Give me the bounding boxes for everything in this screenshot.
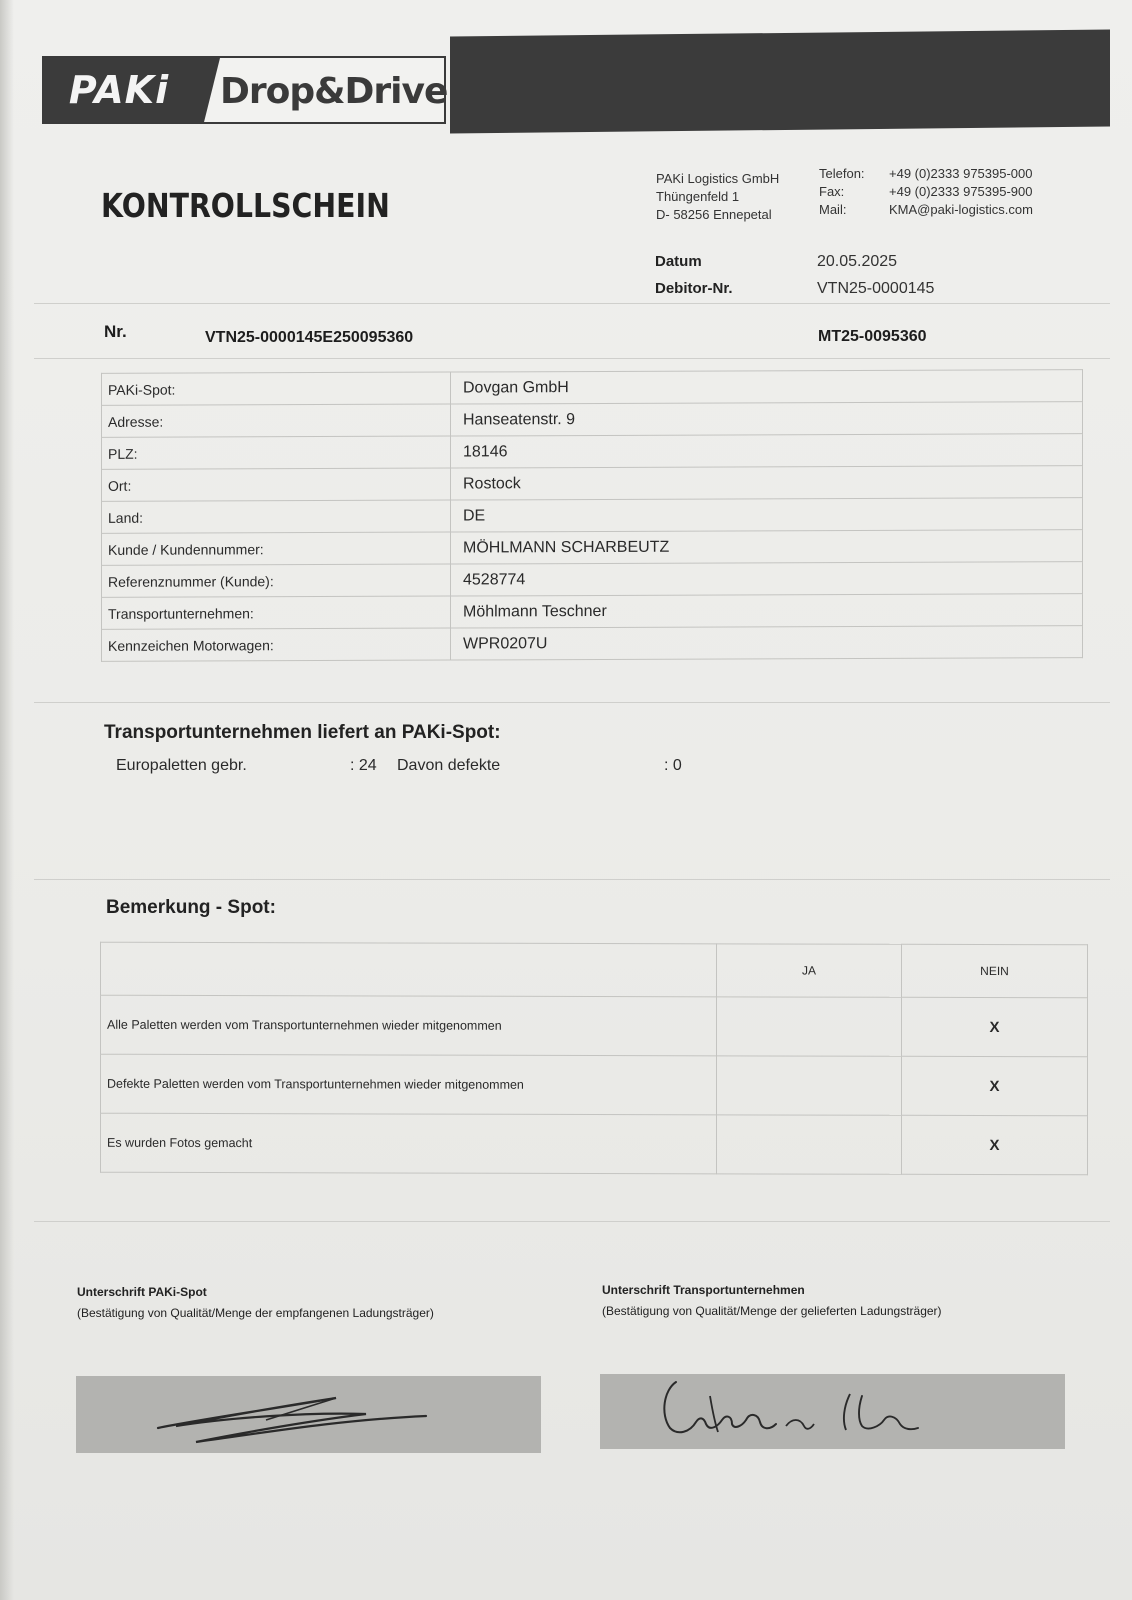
table-row: [101, 995, 1088, 1057]
company-address: [656, 170, 779, 224]
field-label: Referenznummer (Kunde):: [102, 564, 451, 597]
table-row: [102, 370, 1083, 406]
field-value: Dovgan GmbH: [451, 370, 1083, 404]
meta-value: 20.05.2025: [817, 253, 898, 270]
remark-yes-cell: [717, 997, 902, 1056]
document-meta: [655, 248, 934, 302]
table-row: [102, 498, 1083, 534]
field-value: Hanseatenstr. 9: [451, 402, 1083, 436]
column-header-yes: JA: [717, 944, 902, 997]
meta-date: [655, 248, 934, 275]
table-row: [102, 466, 1083, 502]
signature-carrier-handwriting: [600, 1374, 1065, 1449]
divider: [34, 702, 1110, 703]
contact-label: Fax:: [819, 184, 845, 199]
field-value: MÖHLMANN SCHARBEUTZ: [451, 530, 1083, 564]
table-row: [102, 530, 1083, 566]
remarks-title: Bemerkung - Spot:: [106, 897, 276, 918]
remark-no-cell: X: [902, 997, 1088, 1056]
company-contact: [819, 165, 1033, 219]
contact-label: Telefon:: [819, 166, 865, 181]
contact-value: +49 (0)2333 975395-900: [889, 184, 1033, 199]
spot-info-table: [101, 369, 1083, 662]
page-edge-shadow: [0, 0, 14, 1600]
delivery-title: Transportunternehmen liefert an PAKi-Spot:: [104, 722, 501, 743]
field-value: Rostock: [451, 466, 1083, 500]
table-row: [102, 594, 1083, 630]
table-header-row: [101, 942, 1088, 998]
brand-logo-paki: PAKi: [44, 58, 194, 122]
contact-mail: [819, 201, 1033, 219]
contact-phone: [819, 165, 1033, 183]
field-value: DE: [451, 498, 1083, 532]
field-label: Transportunternehmen:: [102, 596, 451, 629]
signature-spot-field[interactable]: [76, 1376, 541, 1453]
signature-spot-subtitle: (Bestätigung von Qualität/Menge der empfangenen Ladungsträger): [77, 1306, 434, 1320]
table-row: [102, 562, 1083, 598]
contact-value: +49 (0)2333 975395-000: [889, 166, 1033, 181]
field-value: WPR0207U: [451, 626, 1083, 660]
company-name: PAKi Logistics GmbH: [656, 171, 780, 186]
defect-label: Davon defekte: [397, 757, 501, 774]
table-row: [102, 434, 1083, 470]
divider: [34, 879, 1110, 880]
signature-carrier-field[interactable]: [600, 1374, 1065, 1449]
brand-logo-product: Drop&Drive: [220, 71, 448, 112]
pallets-label: Europaletten gebr.: [116, 757, 247, 774]
secondary-number: MT25-0095360: [818, 328, 927, 345]
column-header-no: NEIN: [902, 944, 1088, 997]
remarks-table: [100, 942, 1088, 1176]
field-label: Ort:: [102, 468, 451, 501]
field-label: PLZ:: [102, 436, 451, 469]
remark-no-cell: X: [902, 1115, 1088, 1174]
defect-value: : 0: [664, 757, 682, 774]
field-label: Kennzeichen Motorwagen:: [102, 628, 451, 661]
divider: [34, 303, 1110, 304]
signature-carrier-caption: [602, 1280, 942, 1322]
contact-label: Mail:: [819, 202, 847, 217]
brand-logo: [42, 56, 446, 124]
remark-question: Es wurden Fotos gemacht: [101, 1113, 717, 1174]
table-row: [101, 1054, 1088, 1116]
table-row: [102, 626, 1083, 662]
contact-value: KMA@paki-logistics.com: [889, 202, 1033, 217]
number-label: Nr.: [104, 322, 127, 341]
signature-spot-handwriting: [76, 1376, 541, 1453]
pallets-value: : 24: [350, 757, 377, 774]
remark-question: Defekte Paletten werden vom Transportunternehmen wieder mitgenommen: [101, 1054, 717, 1115]
field-label: Land:: [102, 500, 451, 533]
field-value: 18146: [451, 434, 1083, 468]
field-label: Kunde / Kundennummer:: [102, 532, 451, 565]
divider: [34, 358, 1110, 359]
signature-carrier-subtitle: (Bestätigung von Qualität/Menge der gelieferten Ladungsträger): [602, 1304, 942, 1318]
remark-yes-cell: [717, 1056, 902, 1115]
meta-debtor: [655, 275, 934, 302]
company-street: Thüngenfeld 1: [656, 189, 740, 204]
header-banner-bar: [450, 30, 1110, 134]
meta-value: VTN25-0000145: [817, 280, 935, 297]
meta-label: Debitor-Nr.: [655, 280, 733, 297]
field-value: Möhlmann Teschner: [451, 594, 1083, 628]
header-empty-cell: [101, 942, 717, 997]
signature-spot-title: Unterschrift PAKi-Spot: [77, 1285, 207, 1299]
document-title: KONTROLLSCHEIN: [101, 186, 390, 225]
meta-label: Datum: [655, 253, 702, 270]
divider: [34, 1221, 1110, 1222]
table-row: [102, 402, 1083, 438]
contact-fax: [819, 183, 1033, 201]
signature-carrier-title: Unterschrift Transportunternehmen: [602, 1283, 805, 1297]
number-value: VTN25-0000145E250095360: [205, 329, 414, 346]
remark-yes-cell: [717, 1115, 902, 1174]
field-value: 4528774: [451, 562, 1083, 596]
remark-question: Alle Paletten werden vom Transportunternehmen wieder mitgenommen: [101, 995, 717, 1056]
field-label: PAKi-Spot:: [102, 372, 451, 405]
table-row: [101, 1113, 1088, 1175]
company-city: D- 58256 Ennepetal: [656, 207, 772, 222]
signature-spot-caption: [77, 1282, 434, 1324]
field-label: Adresse:: [102, 404, 451, 437]
remark-no-cell: X: [902, 1056, 1088, 1115]
